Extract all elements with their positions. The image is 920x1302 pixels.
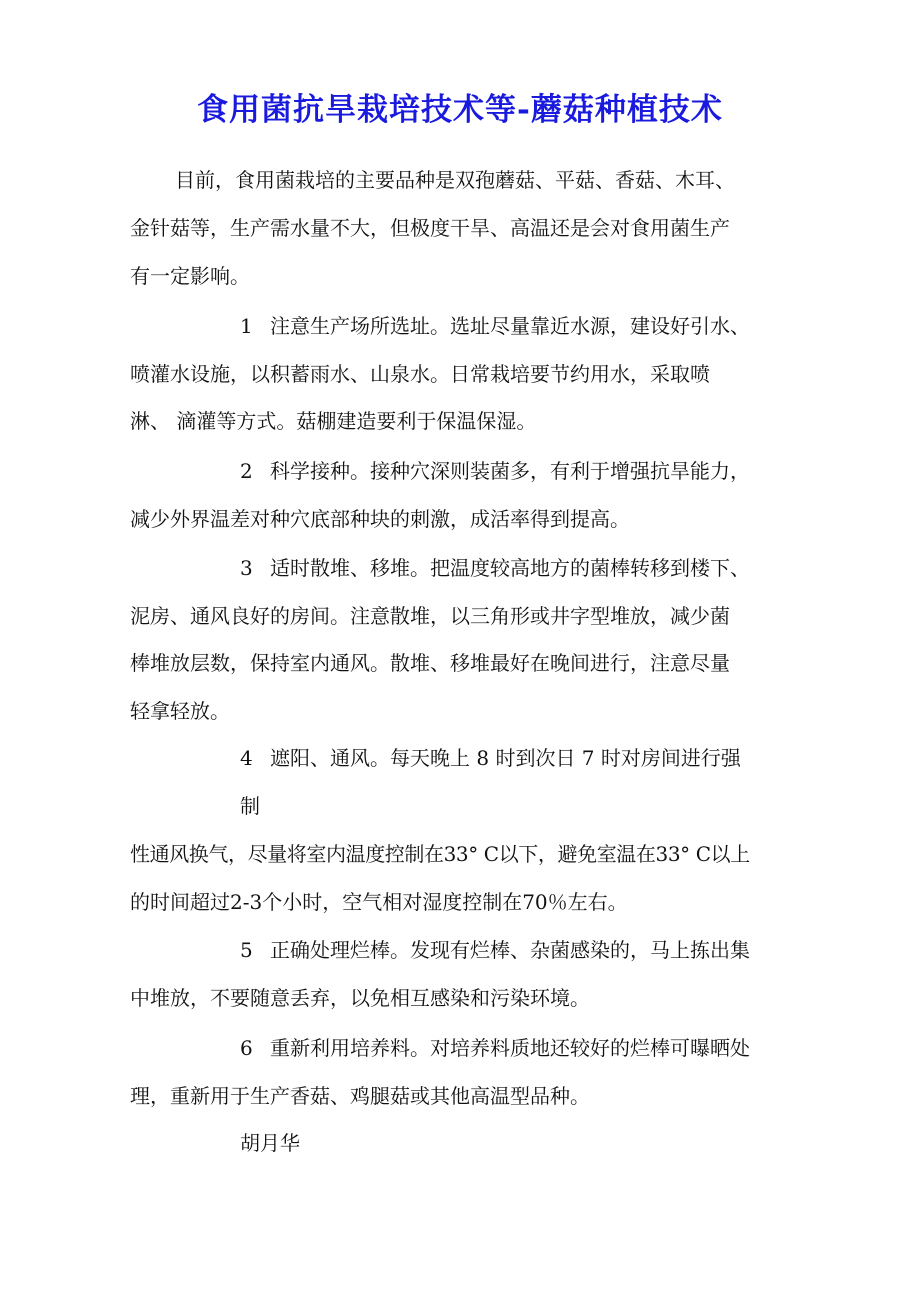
item-2-line-2: 减少外界温差对种穴底部种块的刺激，成活率得到提高。 xyxy=(130,507,630,531)
item-2-number: 2 xyxy=(240,459,253,483)
item-6-number: 6 xyxy=(240,1036,253,1060)
item-4-line-1: 遮阳、通风。每天晚上 8 时到次日 7 时对房间进行强 xyxy=(270,746,741,770)
item-1-line-3: 淋、 滴灌等方式。菇棚建造要利于保温保湿。 xyxy=(130,409,537,433)
item-3-line-3: 棒堆放层数，保持室内通风。散堆、移堆最好在晚间进行，注意尽量 xyxy=(130,651,730,675)
item-6-first-line xyxy=(240,1033,750,1063)
intro-line-2: 金针菇等，生产需水量不大，但极度干旱、高温还是会对食用菌生产 xyxy=(130,216,730,240)
intro-line-1: 目前，食用菌栽培的主要品种是双孢蘑菇、平菇、香菇、木耳、 xyxy=(175,168,735,192)
item-3-line-1: 适时散堆、移堆。把温度较高地方的菌棒转移到楼下、 xyxy=(270,556,750,580)
item-2-first-line xyxy=(240,456,750,486)
item-3-first-line xyxy=(240,553,750,583)
intro-line-3: 有一定影响。 xyxy=(130,264,250,288)
item-1-line-1: 注意生产场所选址。选址尽量靠近水源，建设好引水、 xyxy=(270,314,750,338)
item-5-first-line xyxy=(240,935,750,965)
item-5-line-1: 正确处理烂棒。发现有烂棒、杂菌感染的，马上拣出集 xyxy=(270,938,750,962)
item-6-line-1: 重新利用培养料。对培养料质地还较好的烂棒可曝晒处 xyxy=(270,1036,750,1060)
document-title: 食用菌抗旱栽培技术等-蘑菇种植技术 xyxy=(197,92,723,128)
item-4-line-4: 的时间超过2-3个小时，空气相对湿度控制在70％左右。 xyxy=(130,890,628,914)
item-4-line-2: 制 xyxy=(240,794,260,818)
item-4-number: 4 xyxy=(240,746,253,770)
item-3-line-4: 轻拿轻放。 xyxy=(130,699,230,723)
item-4-line-3: 性通风换气，尽量将室内温度控制在33° C以下，避免室温在33° C以上 xyxy=(130,842,750,866)
item-1-line-2: 喷灌水设施，以积蓄雨水、山泉水。日常栽培要节约用水，采取喷 xyxy=(130,362,710,386)
item-3-number: 3 xyxy=(240,556,253,580)
item-1-number: 1 xyxy=(240,314,253,338)
item-2-line-1: 科学接种。接种穴深则装菌多，有利于增强抗旱能力， xyxy=(270,459,750,483)
author-name: 胡月华 xyxy=(240,1131,300,1155)
item-4-first-line xyxy=(240,743,741,773)
item-3-line-2: 泥房、通风良好的房间。注意散堆，以三角形或井字型堆放，减少菌 xyxy=(130,604,730,628)
item-5-line-2: 中堆放，不要随意丢弃，以免相互感染和污染环境。 xyxy=(130,986,590,1010)
item-1-first-line xyxy=(240,311,750,341)
item-5-number: 5 xyxy=(240,938,253,962)
item-6-line-2: 理，重新用于生产香菇、鸡腿菇或其他高温型品种。 xyxy=(130,1084,590,1108)
